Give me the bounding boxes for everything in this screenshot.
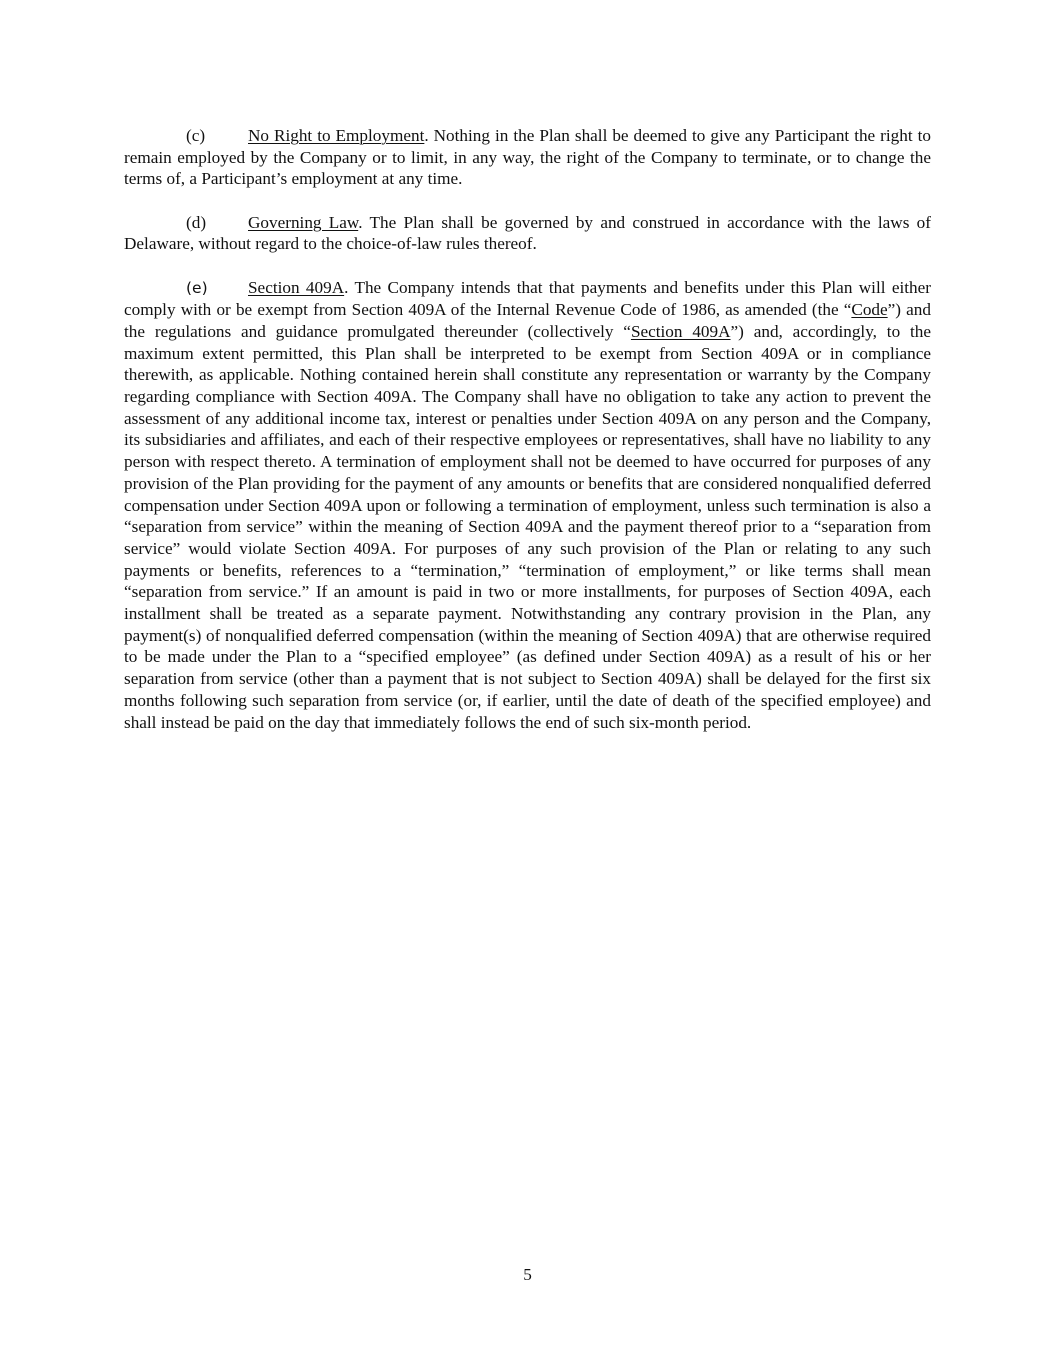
paragraph-d-text: . The Plan shall be governed by and construed in accordance with the laws of Delaware, without regard to the choice-of-law rules thereof. — [124, 212, 931, 254]
paragraph-e-label: (e) — [186, 278, 208, 297]
paragraph-e-text-2: ”) and the regulations and guidance promulgated thereunder (collectively “ — [124, 300, 931, 341]
paragraph-c-text: . Nothing in the Plan shall be deemed to give any Participant the right to remain employed by the Company or to limit, in any way, the right of the Company to terminate, or to change the terms of, a Participant’s employment at any time. — [124, 126, 932, 189]
paragraph-d-governing-law — [124, 212, 931, 255]
paragraph-d-label: (d) — [186, 212, 207, 232]
document-page — [124, 125, 931, 755]
defined-term-section-409a: Section 409A — [630, 321, 731, 341]
paragraph-e-text-3: ”) and, accordingly, to the maximum extent permitted, this Plan shall be interpreted to be exempt from Section 409A or in compliance therewith, as applicable. Nothing contained herein shall constitute any representation or warranty by the Company regarding compliance with Section 409A. The Company shall have no obligation to take any action to prevent the assessment of any additional income tax, interest or penalties under Section 409A on any person and the Company, its subsidiaries and affiliates, and each of their respective employees or representatives, shall have no liability to any person with respect thereto. A termination of employment shall not be deemed to have occurred for purposes of any provision of the Plan providing for the payment of any amounts or benefits that are considered nonqualified deferred compensation under Section 409A upon or following a termination of employment, unless such termination is also a “separation from service” within the meaning of Section 409A and the payment thereof prior to a “separation from service” would violate Section 409A. For purposes of any such provision of the Plan or relating to any such payments or benefits, references to a “termination,” “termination of employment,” or like terms shall mean “separation from service.” If an amount is paid in two or more installments, for purposes of Section 409A, each installment shall be treated as a separate payment. Notwithstanding any contrary provision in the Plan, any payment(s) of nonqualified deferred compensation (within the meaning of Section 409A) that are otherwise required to be made under the Plan to a “specified employee” (as defined under Section 409A) as a result of his or her separation from service (other than a payment that is not subject to Section 409A) shall be delayed for the first six months following such separation from service (or, if earlier, until the date of death of the specified employee) and shall instead be paid on the day that immediately follows the end of such six-month period. — [124, 321, 932, 732]
paragraph-e-section-409a — [124, 277, 931, 734]
paragraph-e-text-1: . The Company intends that that payments and benefits under this Plan will either comply with or be exempt from Section 409A of the Internal Revenue Code of 1986, as amended (the “ — [124, 277, 931, 320]
paragraph-c-label: (c) — [186, 126, 206, 145]
paragraph-c-heading: No Right to Employment — [248, 126, 425, 145]
defined-term-code: Code — [851, 300, 888, 320]
paragraph-d-heading: Governing Law — [248, 212, 359, 232]
paragraph-e-heading: Section 409A — [248, 277, 345, 297]
page-number: 5 — [523, 1265, 532, 1284]
paragraph-c-no-right-to-employment — [124, 125, 931, 190]
